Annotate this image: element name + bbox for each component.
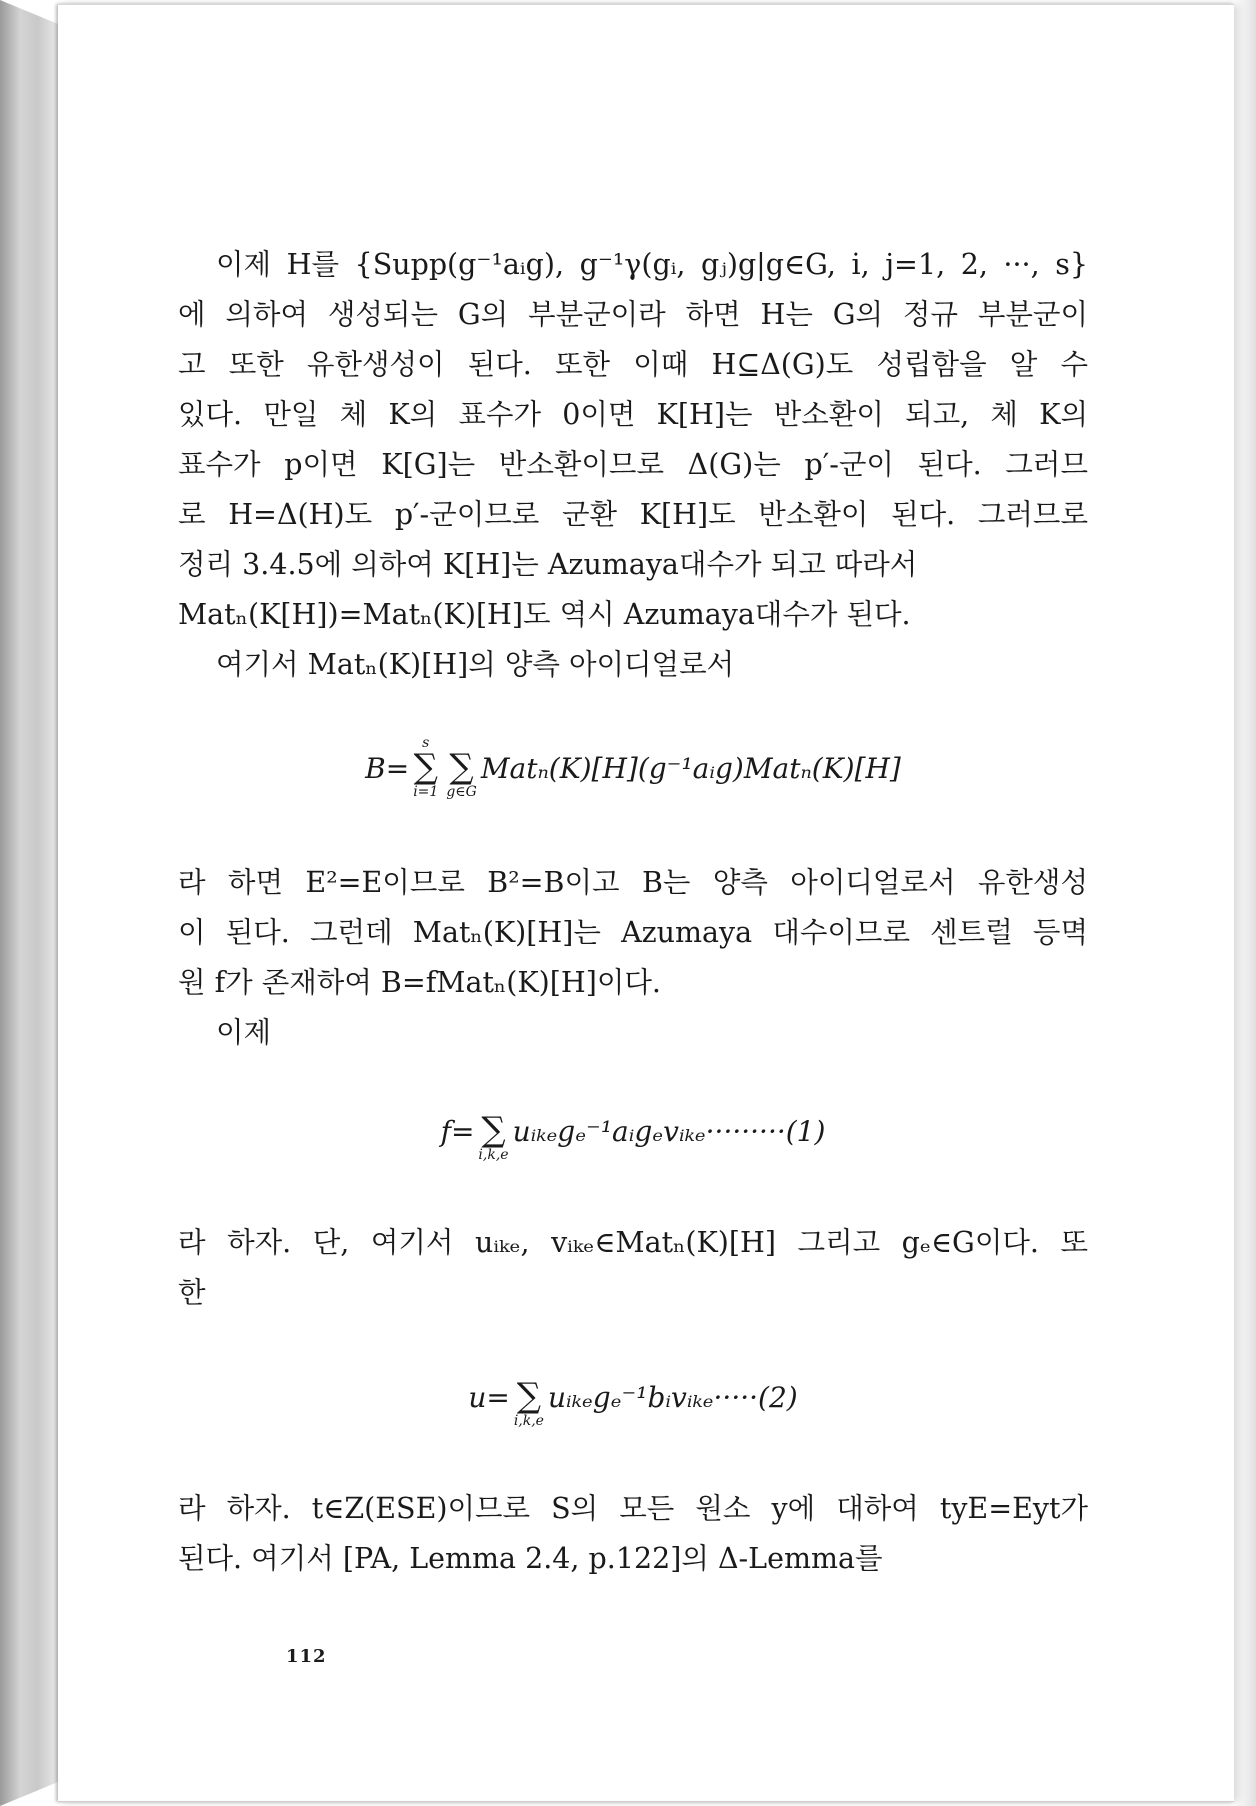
text-line: 라 하면 E²=E이므로 B²=B이고 B는 양측 아이디얼로서 유한생성 <box>178 866 1088 899</box>
text-line: 이제 H를 {Supp(g⁻¹aᵢg), g⁻¹γ(gᵢ, gⱼ)g|g∈G, i, j=1, 2, ···, s} <box>216 248 1088 281</box>
formula-u <box>178 1352 1088 1442</box>
page-number: 112 <box>286 1646 327 1667</box>
paragraph-2-intro: 여기서 Matₙ(K)[H]의 양측 아이디얼로서 <box>216 648 735 681</box>
text-line: Matₙ(K[H])=Matₙ(K)[H]도 역시 Azumaya대수가 된다. <box>178 598 911 631</box>
paragraph-6 <box>178 1484 1088 1584</box>
text-line: 있다. 만일 체 K의 표수가 0이면 K[H]는 반소환이 되고, 체 K의 <box>178 398 1088 431</box>
text-line: 이 된다. 그런데 Matₙ(K)[H]는 Azumaya 대수이므로 센트럴 등멱 <box>178 916 1088 949</box>
text-line: 라 하자. t∈Z(ESE)이므로 S의 모든 원소 y에 대하여 tyE=Eyt가 <box>178 1492 1088 1525</box>
summation-sign: ∑ i,k,e <box>478 1110 509 1163</box>
formula-f-left: f= <box>440 1114 475 1148</box>
formula-f-body: uᵢₖₑgₑ⁻¹aᵢgₑvᵢₖₑ·········(1) <box>512 1114 826 1148</box>
formula-u-body: uᵢₖₑgₑ⁻¹bᵢvᵢₖₑ·····(2) <box>547 1380 798 1414</box>
paragraph-4-intro: 이제 <box>216 1016 272 1049</box>
formula-u-left: u= <box>468 1380 510 1414</box>
summation-sign: s ∑ i=1 <box>413 735 439 800</box>
text-line: 고 또한 유한생성이 된다. 또한 이때 H⊆Δ(G)도 성립함을 알 수 <box>178 348 1088 381</box>
formula-b-left: B= <box>365 751 410 785</box>
book-spine-edge <box>0 0 58 1806</box>
paragraph-5 <box>178 1218 1088 1318</box>
formula-b-body: Matₙ(K)[H](g⁻¹aᵢg)Matₙ(K)[H] <box>480 751 901 785</box>
formula-b <box>178 718 1088 818</box>
text-line: 한 <box>178 1276 206 1309</box>
text-line: 정리 3.4.5에 의하여 K[H]는 Azumaya대수가 되고 따라서 <box>178 548 918 581</box>
page-text-block <box>178 240 1088 1584</box>
summation-sign: ∑ g∈G <box>446 747 477 800</box>
paragraph-1 <box>178 240 1088 640</box>
text-line: 원 f가 존재하여 B=fMatₙ(K)[H]이다. <box>178 966 661 999</box>
text-line: 된다. 여기서 [PA, Lemma 2.4, p.122]의 Δ-Lemma를 <box>178 1542 883 1575</box>
page-right-shadow <box>1234 0 1256 1806</box>
formula-f <box>178 1086 1088 1176</box>
summation-sign: ∑ i,k,e <box>513 1376 544 1429</box>
paragraph-3 <box>178 858 1088 1008</box>
text-line: 라 하자. 단, 여기서 uᵢₖₑ, vᵢₖₑ∈Matₙ(K)[H] 그리고 gₑ∈G이다. 또 <box>178 1226 1088 1259</box>
text-line: 표수가 p이면 K[G]는 반소환이므로 Δ(G)는 p′-군이 된다. 그러므 <box>178 448 1088 481</box>
text-line: 로 H=Δ(H)도 p′-군이므로 군환 K[H]도 반소환이 된다. 그러므로 <box>178 498 1088 531</box>
text-line: 에 의하여 생성되는 G의 부분군이라 하면 H는 G의 정규 부분군이 <box>178 298 1088 331</box>
